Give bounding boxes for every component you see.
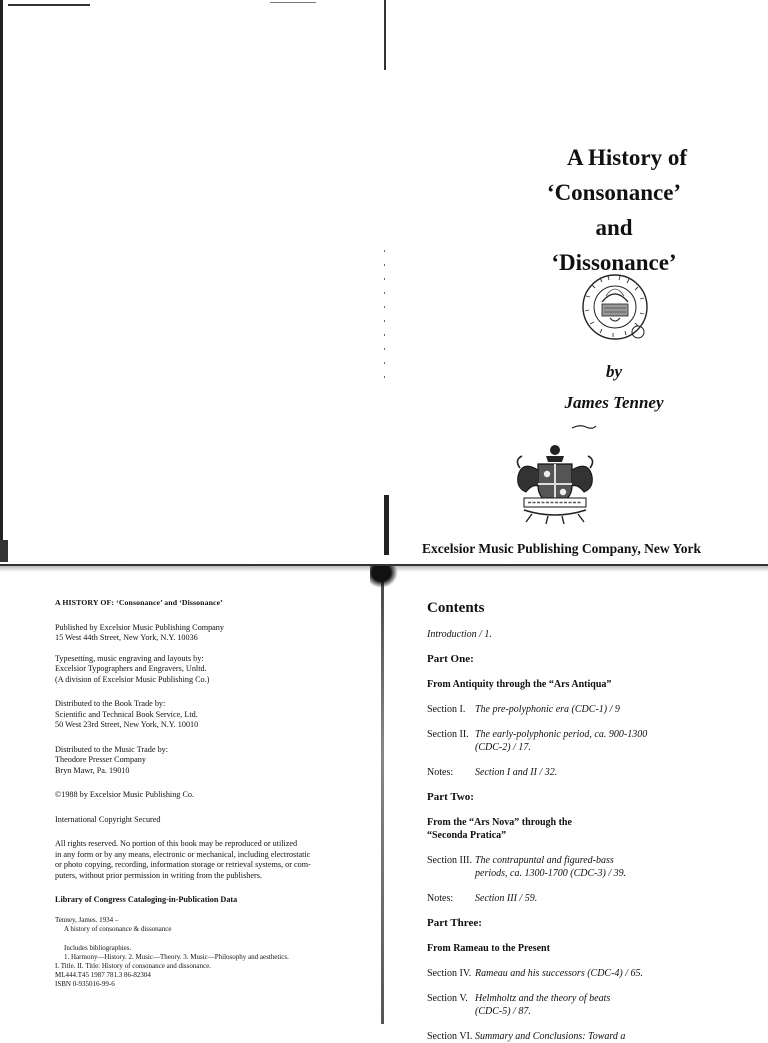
toc-section-title: Rameau and his successors (CDC-4) / 65. — [475, 968, 644, 979]
rights-line: in any form or by any means, electronic or mechanical, including electrostatic — [55, 849, 311, 859]
toc-part-one: Part One: — [427, 653, 474, 665]
toc-section-label: Section IV. — [427, 968, 472, 979]
scan-edge-foot — [0, 540, 8, 562]
gutter-line — [381, 570, 384, 1024]
copyright-line: Excelsior Typographers and Engravers, Unltd. — [55, 664, 207, 673]
byline — [484, 360, 744, 416]
title-line: ‘Consonance’ — [546, 180, 682, 205]
toc-part-two: Part Two: — [427, 791, 474, 803]
toc-notes-1 — [427, 766, 747, 779]
copyright-text — [55, 598, 355, 989]
scan-mark — [270, 2, 316, 3]
toc-section-5 — [427, 992, 747, 1018]
copyright-line: Bryn Mawr, Pa. 19010 — [55, 765, 130, 775]
toc-section-title: The pre-polyphonic era (CDC-1) / 9 — [475, 704, 620, 715]
toc-section-6 — [427, 1030, 747, 1043]
scan-blot — [370, 566, 398, 588]
toc-notes-2 — [427, 892, 747, 905]
copyright-line: Distributed to the Music Trade by: — [55, 744, 169, 754]
cip-author: Tenney, James. 1934 – — [55, 915, 119, 924]
cip-title-line: A history of consonance & dissonance — [64, 924, 172, 933]
cip-call-number: ML444.T45 1987 781.3 86-82304 — [55, 970, 151, 979]
title-line: A History of — [566, 145, 688, 170]
toc-section-label: Section VI. — [427, 1031, 473, 1042]
blank-verso-page — [0, 0, 384, 568]
toc-section-title — [475, 992, 610, 1018]
copyright-line: (A division of Excelsior Music Publishing Co.) — [55, 674, 210, 684]
toc-section-1 — [427, 703, 747, 716]
toc-part-one-title: From Antiquity through the “Ars Antiqua” — [427, 679, 612, 690]
contents-heading: Contents — [427, 600, 485, 616]
copyright-line: Scientific and Technical Book Service, Ltd. — [55, 709, 198, 719]
toc-line: (CDC-2) / 17. — [475, 742, 531, 753]
scan-edge — [0, 0, 3, 560]
gutter-shadow — [384, 495, 389, 555]
copyright-secured: International Copyright Secured — [55, 814, 161, 824]
rights-line: or photo copying, recording, information storage or retrieval systems, or com- — [55, 860, 311, 869]
cip-title: Library of Congress Cataloging-in-Publication Data — [55, 895, 238, 904]
signature-flourish — [570, 418, 598, 436]
toc-section-label: Section I. — [427, 704, 466, 715]
toc-line: The early-polyphonic period, ca. 900-1300 — [475, 729, 648, 740]
toc-section-label: Section II. — [427, 729, 469, 740]
toc-section-label: Section III. — [427, 855, 472, 866]
toc-notes-title: Section III / 59. — [475, 893, 538, 904]
rights-line: puters, without prior permission in writing from the publishers. — [55, 870, 262, 880]
title-line: and — [595, 215, 633, 240]
library-stamp-icon — [580, 272, 650, 347]
toc-section-title — [475, 728, 647, 754]
book-title — [484, 140, 744, 280]
toc-section-label: Section V. — [427, 993, 468, 1004]
cip-titles: I. Title. II. Title: History of consonance and dissonance. — [55, 961, 211, 970]
toc-line: periods, ca. 1300-1700 (CDC-3) / 39. — [475, 868, 627, 879]
toc-part-three-title: From Rameau to the Present — [427, 943, 550, 954]
toc-notes-label: Notes: — [427, 767, 454, 778]
copyright-notice: ©1988 by Excelsior Music Publishing Co. — [55, 790, 195, 799]
toc-line: (CDC-5) / 87. — [475, 1006, 531, 1017]
cip-isbn: ISBN 0-935016-99-6 — [55, 979, 115, 988]
toc-introduction: Introduction / 1. — [427, 629, 492, 640]
copyright-header: A HISTORY OF: ‘Consonance’ and ‘Dissonance’ — [55, 598, 223, 607]
copyright-line: 15 West 44th Street, New York, N.Y. 10036 — [55, 633, 198, 642]
toc-section-title — [475, 854, 626, 880]
gutter-shadow — [384, 0, 386, 70]
copyright-line: Typesetting, music engraving and layouts by: — [55, 653, 204, 663]
scan-mark — [8, 4, 90, 6]
toc-notes-label: Notes: — [427, 893, 454, 904]
contents-page — [427, 598, 747, 1043]
cip-subjects: 1. Harmony—History. 2. Music—Theory. 3. Music—Philosophy and aesthetics. — [64, 952, 289, 961]
toc-line: Helmholtz and the theory of beats — [475, 993, 611, 1004]
publisher-imprint: Excelsior Music Publishing Company, New York — [422, 541, 702, 556]
toc-notes-title: Section I and II / 32. — [475, 767, 558, 778]
toc-section-2 — [427, 728, 747, 754]
copyright-line: Published by Excelsior Music Publishing Company — [55, 622, 224, 632]
copyright-line: 50 West 23rd Street, New York, N.Y. 10010 — [55, 720, 199, 729]
copyright-line: Distributed to the Book Trade by: — [55, 699, 166, 708]
by-label: by — [605, 362, 623, 381]
author-name: James Tenney — [564, 393, 664, 412]
toc-section-4 — [427, 967, 747, 980]
cip-biblio: Includes bibliographies. — [64, 943, 132, 952]
publisher-crest-icon — [508, 440, 602, 531]
toc-part-three: Part Three: — [427, 917, 482, 929]
toc-part-two-title: From the “Ars Nova” through the — [427, 817, 572, 828]
rights-line: All rights reserved. No portion of this book may be reproduced or utilized — [55, 839, 298, 848]
toc-part-two-title: “Seconda Pratica” — [427, 830, 507, 841]
toc-section-title: Summary and Conclusions: Toward a — [475, 1031, 626, 1042]
toc-section-3 — [427, 854, 747, 880]
copyright-line: Theodore Presser Company — [55, 755, 146, 764]
toc-line: The contrapuntal and figured-bass — [475, 855, 614, 866]
title-line: ‘Dissonance’ — [551, 250, 677, 275]
gutter-dots — [384, 250, 385, 390]
title-page — [384, 0, 768, 568]
